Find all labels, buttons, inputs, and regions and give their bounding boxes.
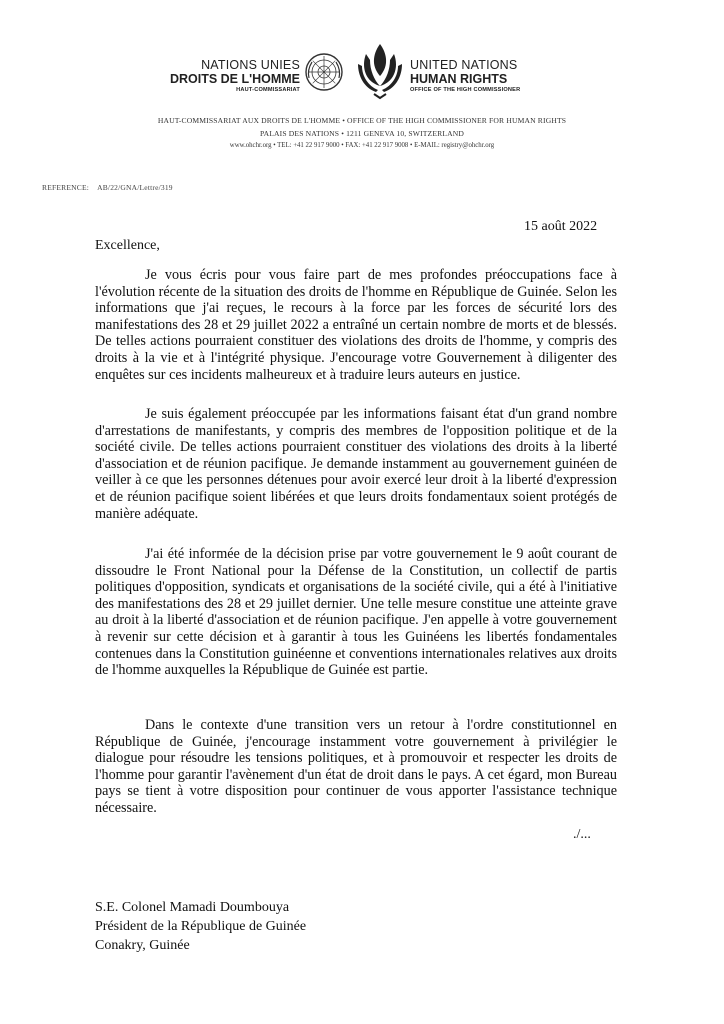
body-paragraph-2: Je suis également préoccupée par les informations faisant état d'un grand nombre d'arrestations de manifestants, y compris des membres de l'opposition politique et de la société civile. De telles actions pourraient constituer des violations des droits à la liberté d'association et de réunion pacifique. Je demande instamment au gouvernement guinéen de veiller à ce que les personnes détenues pour avoir exercé leur droit à la liberté d'expression et de réunion pacifique soient libérées et que leurs droits fondamentaux soient protégés de manière adéquate. <box>95 406 617 522</box>
org-address-line: PALAIS DES NATIONS • 1211 GENEVA 10, SWITZERLAND <box>259 129 465 138</box>
recipient-address <box>95 898 306 955</box>
recipient-name: S.E. Colonel Mamadi Doumbouya <box>95 900 290 915</box>
letterhead-fr-line2: DROITS DE L'HOMME <box>169 72 300 86</box>
letterhead-english <box>410 58 580 95</box>
org-name-line: HAUT-COMMISSARIAT AUX DROITS DE L'HOMME • OFFICE OF THE HIGH COMMISSIONER FOR HUMAN RIGHTS <box>157 116 567 125</box>
human-rights-hand-dove-icon <box>354 40 406 100</box>
reference-label: REFERENCE: <box>42 183 90 192</box>
continued-mark: ./... <box>573 827 591 842</box>
letterhead-en-line1: UNITED NATIONS <box>410 58 518 72</box>
letterhead-fr-line3: HAUT-COMMISSARIAT <box>236 87 300 93</box>
body-paragraph-3: J'ai été informée de la décision prise par votre gouvernement le 9 août courant de dissoudre le Front National pour la Défense de la Constitution, un collectif de partis politiques d'opposition, syndicats et organisations de la société civile, qui a été à l'initiative des manifestations des 28 et 29 juillet dernier. Une telle mesure constitue une atteinte grave au droit à la liberté d'association et de réunion pacifique. J'en appelle à votre gouvernement à revenir sur cette décision et à garantir à tous les Guinéens les libertés fondamentales contenues dans la Constitution guinéenne et conventions internationales relatives aux droits de l'homme auxquelles la République de Guinée est partie. <box>95 546 617 679</box>
un-emblem-icon <box>304 52 344 92</box>
body-paragraph-4: Dans le contexte d'une transition vers un retour à l'ordre constitutionnel en République de Guinée, j'encourage instamment votre gouvernement à privilégier le dialogue pour résoudre les tensions politiques, et à promouvoir et respecter les droits de l'homme pour garantir l'avènement d'un état de droit dans le pays. A cet égard, mon Bureau pays se tient à votre disposition pour continuer de vous apporter l'assistance technique nécessaire. <box>95 717 617 816</box>
letterhead-en-line2: HUMAN RIGHTS <box>410 72 508 86</box>
letterhead-contact-line: www.ohchr.org • TEL: +41 22 917 9000 • FAX: +41 22 917 9008 • E-MAIL: registry@ohchr.org <box>229 142 495 149</box>
reference-value: AB/22/GNA/Lettre/319 <box>97 183 173 192</box>
recipient-title: Président de la République de Guinée <box>95 919 307 934</box>
letterhead-organization <box>100 114 624 140</box>
letter-date: 15 août 2022 <box>524 219 598 234</box>
letterhead-french <box>160 58 300 95</box>
salutation: Excellence, <box>95 238 160 253</box>
recipient-city: Conakry, Guinée <box>95 938 190 953</box>
reference-line <box>42 183 173 192</box>
letterhead-fr-line1: NATIONS UNIES <box>201 58 300 72</box>
body-paragraph-1: Je vous écris pour vous faire part de mes profondes préoccupations face à l'évolution récente de la situation des droits de l'homme en République de Guinée. Selon les informations que j'ai reçues, le recours à la force par les forces de sécurité lors des manifestations des 28 et 29 juillet 2022 a entraîné un certain nombre de morts et de blessés. De telles actions pourraient constituer des violations des droits de l'homme, y compris des droits à la vie et à l'intégrité physique. J'encourage votre Gouvernement à diligenter des enquêtes sur ces incidents malheureux et à traduire leurs auteurs en justice. <box>95 267 617 383</box>
letterhead-en-line3: OFFICE OF THE HIGH COMMISSIONER <box>410 87 521 93</box>
